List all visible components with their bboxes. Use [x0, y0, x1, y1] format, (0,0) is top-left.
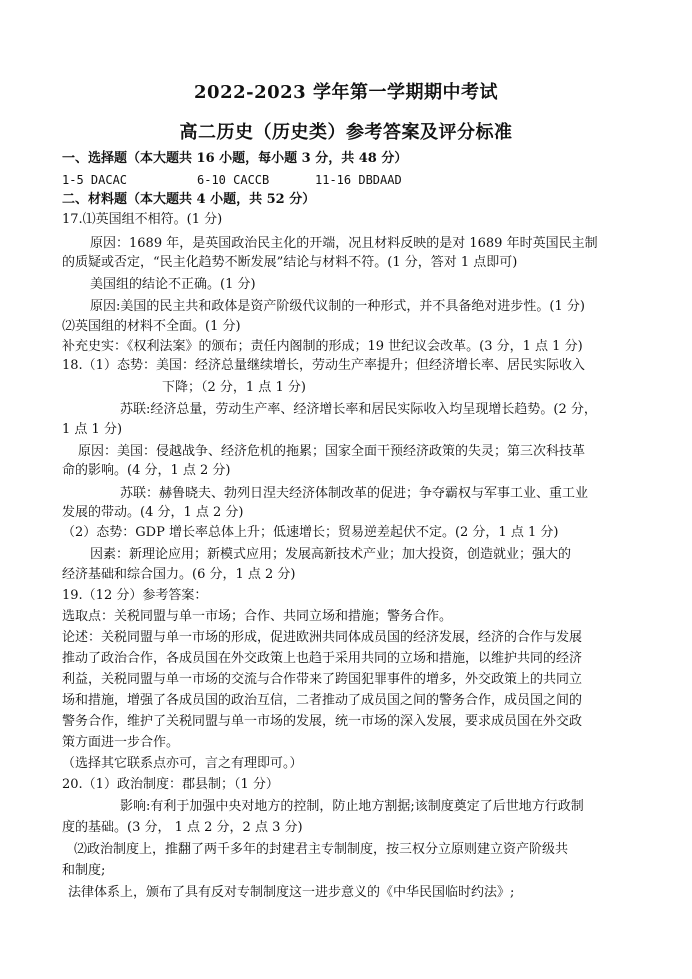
answer-group-2: 6-10 CACCB: [197, 173, 270, 187]
text-line: 美国组的结论不正确。(1 分): [90, 277, 256, 292]
text-line: 的质疑或否定，“民主化趋势不断发展”结论与材料不符。(1 分，答对 1 点即可): [62, 255, 518, 270]
text-line: （选择其它联系点亦可，言之有理即可。）: [62, 756, 303, 771]
text-line: 命的影响。(4 分，1 点 2 分): [62, 463, 231, 478]
section2-heading: 二、材料题（本大题共 4 小题，共 52 分）: [62, 192, 316, 207]
text-line: 论述：关税同盟与单一市场的形成，促进欧洲共同体成员国的经济发展，经济的合作与发展: [62, 630, 583, 645]
text-line: （2）态势：GDP 增长率总体上升；低速增长；贸易逆差起伏不定。(2 分，1 点 1 分): [62, 525, 559, 540]
text-line: 和制度;: [62, 863, 106, 878]
text-line: 下降；（2 分，1 点 1 分): [162, 380, 306, 395]
text-line: 苏联：赫鲁晓夫、勃列日涅夫经济体制改革的促进；争夺霸权与军事工业、重工业: [120, 486, 589, 501]
page-title: 2022-2023 学年第一学期期中考试: [194, 82, 498, 103]
text-line: 原因：1689 年，是英国政治民主化的开端，况且材料反映的是对 1689 年时英国民主制: [90, 236, 598, 251]
text-line: 苏联:经济总量，劳动生产率、经济增长率和居民实际收入均呈现增长趋势。(2 分，: [120, 402, 597, 417]
section1-heading: 一、选择题（本大题共 16 小题，每小题 3 分，共 48 分）: [62, 151, 408, 166]
text-line: 发展的带动。(4 分，1 点 2 分): [62, 505, 244, 520]
text-line: 利益，关税同盟与单一市场的交流与合作带来了跨国犯罪事件的增多，外交政策上的共同立: [62, 672, 583, 687]
text-line: 1 点 1 分): [62, 422, 123, 437]
text-line: 17.⑴英国组不相符。(1 分): [62, 212, 223, 227]
text-line: 19.（12 分）参考答案：: [62, 588, 208, 603]
text-line: 原因:美国的民主共和政体是资产阶级代议制的一种形式，并不具备绝对进步性。(1 分): [90, 299, 585, 314]
page-subtitle: 高二历史（历史类）参考答案及评分标准: [179, 122, 513, 143]
text-line: 影响:有利于加强中央对地方的控制，防止地方割据;该制度奠定了后世地方行政制: [120, 799, 584, 814]
answer-group-3: 11-16 DBDAAD: [315, 173, 402, 187]
text-line: 度的基础。(3 分， 1 点 2 分，2 点 3 分): [62, 820, 303, 835]
text-line: 原因：美国：侵越战争、经济危机的拖累；国家全面干预经济政策的失灵；第三次科技革: [78, 444, 586, 459]
answer-group-1: 1-5 DACAC: [62, 173, 128, 187]
text-line: 因素：新理论应用；新模式应用；发展高新技术产业；加大投资，创造就业；强大的: [90, 547, 572, 562]
text-line: 推动了政治合作，各成员国在外交政策上也趋于采用共同的立场和措施，以维护共同的经济: [62, 651, 583, 666]
text-line: 警务合作，维护了关税同盟与单一市场的发展，统一市场的深入发展，要求成员国在外交政: [62, 714, 583, 729]
text-line: 法律体系上，颁布了具有反对专制制度这一进步意义的《中华民国临时约法》;: [68, 885, 515, 900]
text-line: 选取点：关税同盟与单一市场；合作、共同立场和措施；警务合作。: [62, 609, 453, 624]
text-line: 20.（1）政治制度：郡县制；（1 分）: [62, 777, 279, 792]
text-line: ⑵英国组的材料不全面。(1 分): [62, 319, 241, 334]
text-line: 补充史实：《权利法案》的颁布；责任内阁制的形成；19 世纪议会改革。(3 分，1 点 1 分): [62, 339, 583, 354]
text-line: 经济基础和综合国力。(6 分，1 点 2 分): [62, 567, 296, 582]
text-line: ⑵政治制度上，推翻了两千多年的封建君主专制制度，按三权分立原则建立资产阶级共: [74, 842, 569, 857]
text-line: 场和措施，增强了各成员国的政治互信，二者推动了成员国之间的警务合作，成员国之间的: [62, 693, 583, 708]
text-line: 策方面进一步合作。: [62, 735, 180, 750]
text-line: 18.（1）态势：美国：经济总量继续增长，劳动生产率提升；但经济增长率、居民实际收入: [62, 358, 585, 373]
